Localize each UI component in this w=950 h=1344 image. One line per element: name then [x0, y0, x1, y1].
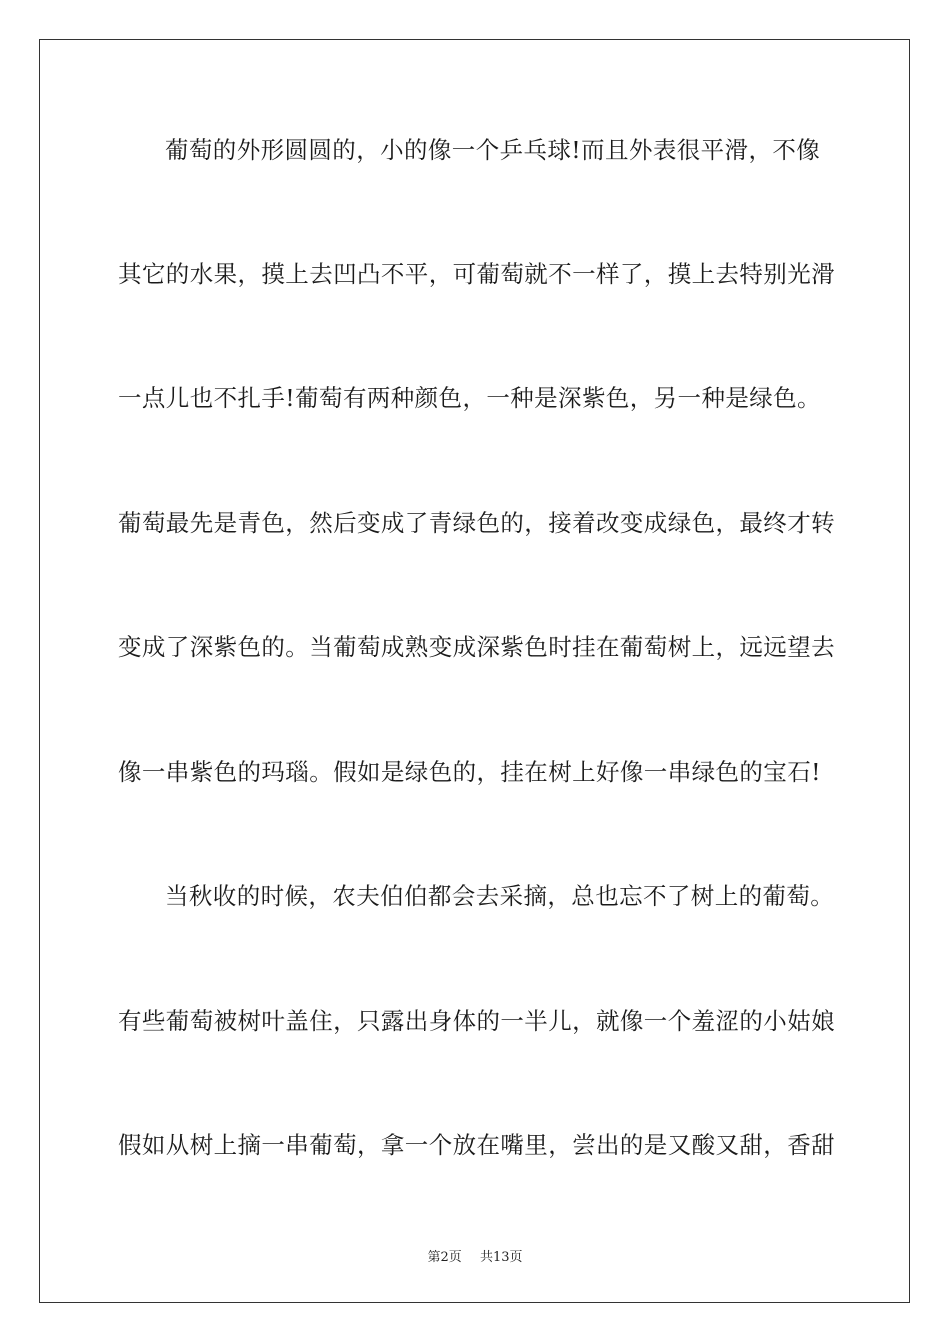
paragraph-1-line-5: 变成了深紫色的。当葡萄成熟变成深紫色时挂在葡萄树上，远远望去 [118, 633, 835, 661]
paragraph-2-line-1: 当秋收的时候，农夫伯伯都会去采摘，总也忘不了树上的葡萄。 [165, 882, 835, 910]
page-footer [0, 1250, 950, 1266]
paragraph-2-line-3: 假如从树上摘一串葡萄，拿一个放在嘴里，尝出的是又酸又甜，香甜 [118, 1131, 835, 1159]
page-total: 共13页 [479, 1250, 523, 1265]
paragraph-1-line-4: 葡萄最先是青色，然后变成了青绿色的，接着改变成绿色，最终才转 [118, 509, 835, 537]
paragraph-2-line-2: 有些葡萄被树叶盖住，只露出身体的一半儿，就像一个羞涩的小姑娘 [118, 1007, 835, 1035]
page-number: 第2页 [427, 1250, 462, 1265]
page-border [39, 39, 910, 1303]
paragraph-1-line-3: 一点儿也不扎手!葡萄有两种颜色，一种是深紫色，另一种是绿色。 [118, 384, 821, 412]
paragraph-1-line-1: 葡萄的外形圆圆的，小的像一个乒乓球!而且外表很平滑，不像 [165, 136, 821, 164]
paragraph-1-line-2: 其它的水果，摸上去凹凸不平，可葡萄就不一样了，摸上去特别光滑 [118, 260, 835, 288]
paragraph-1-line-6: 像一串紫色的玛瑙。假如是绿色的，挂在树上好像一串绿色的宝石! [118, 758, 821, 786]
